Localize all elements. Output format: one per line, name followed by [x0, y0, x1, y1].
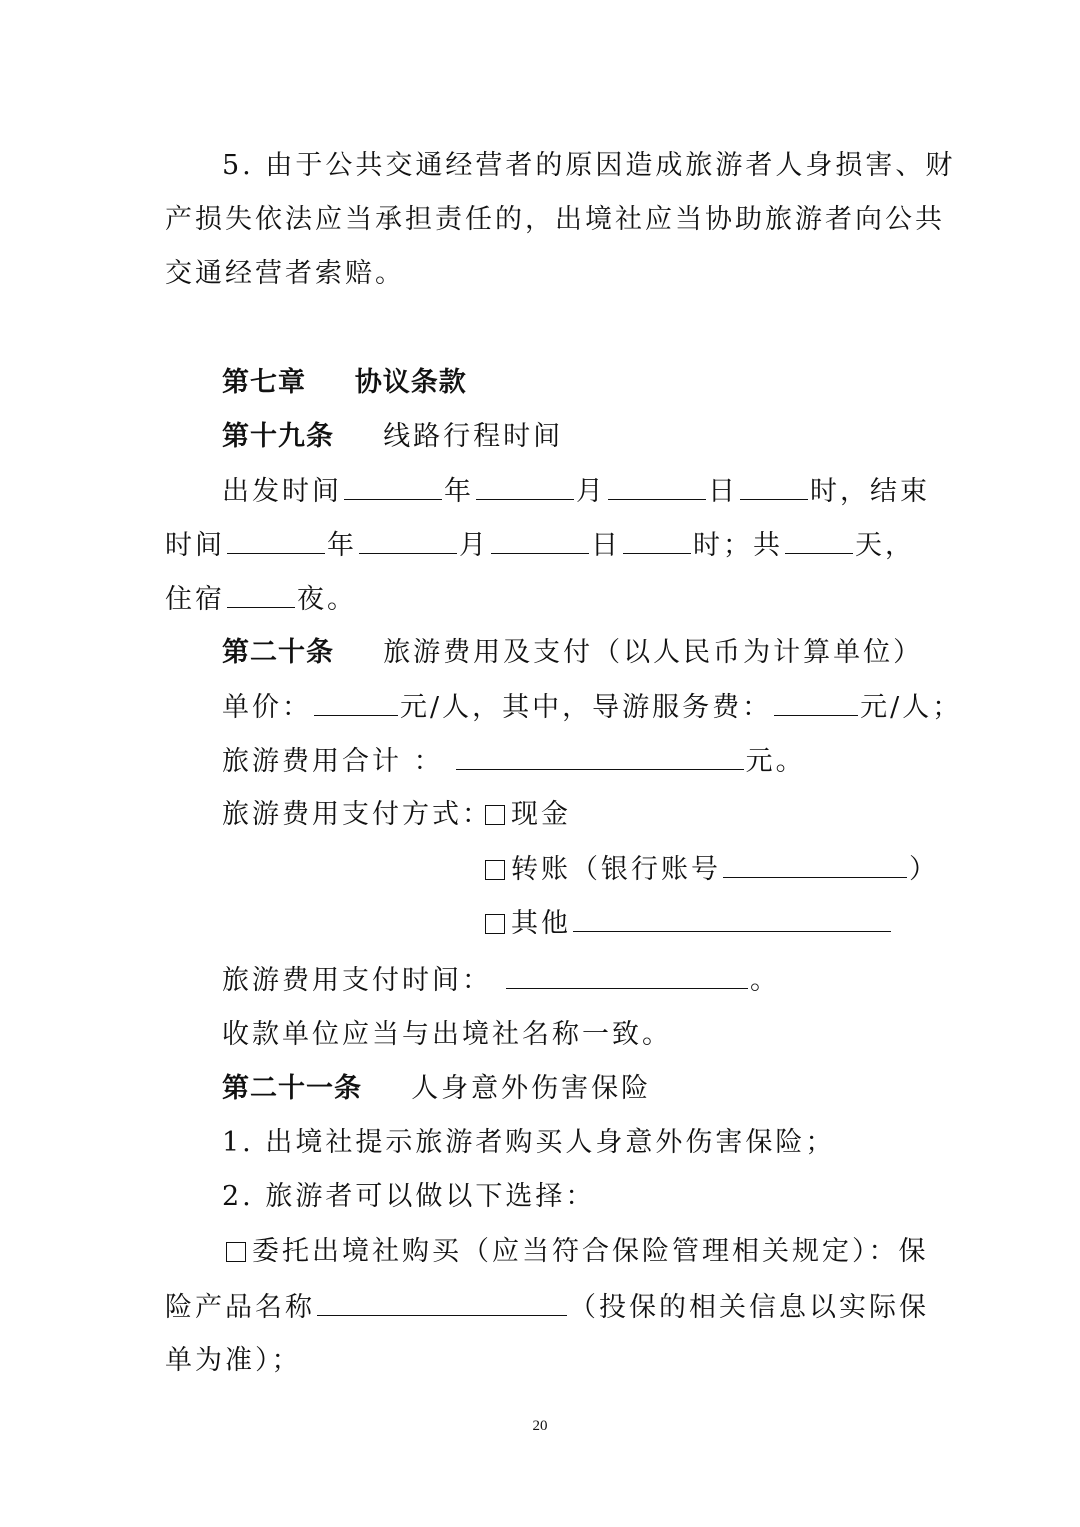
option-label: 其他 [511, 908, 571, 939]
total-line [222, 743, 806, 780]
label: 住宿 [165, 584, 225, 615]
label: 元。 [745, 746, 806, 777]
checkbox[interactable] [226, 1242, 246, 1262]
label: 年 [327, 530, 357, 561]
blank-field[interactable] [573, 905, 891, 932]
page-number: 20 [532, 1418, 548, 1434]
payment-method-line [222, 797, 492, 833]
label: （投保的相关信息以实际保 [569, 1292, 929, 1323]
blank-field[interactable] [314, 689, 398, 716]
blank-field[interactable] [785, 527, 853, 554]
label: 日 [708, 476, 738, 507]
label: 时，结束 [810, 476, 930, 507]
blank-field[interactable] [723, 851, 907, 878]
price-line [222, 689, 962, 726]
label: 险产品名称 [165, 1292, 315, 1323]
insurance-option [226, 1234, 929, 1270]
option-label: 委托出境社购买（应当符合保险管理相关规定）：保 [252, 1236, 929, 1267]
label: 旅游费用支付时间： [222, 965, 492, 996]
checkbox[interactable] [485, 805, 505, 825]
label: 月 [459, 530, 489, 561]
blank-field[interactable] [344, 473, 442, 500]
blank-field[interactable] [774, 689, 858, 716]
article-title: 旅游费用及支付（以人民币为计算单位） [383, 637, 924, 668]
label: 旅游费用支付方式： [222, 799, 492, 830]
checkbox[interactable] [485, 914, 505, 934]
blank-field[interactable] [227, 581, 295, 608]
para-line: 单为准）； [165, 1345, 302, 1376]
label: ） [909, 854, 939, 885]
article-title: 人身意外伤害保险 [411, 1073, 652, 1104]
option-cash [485, 797, 571, 833]
article-number: 第二十一条 [222, 1073, 362, 1104]
payment-time-line [222, 962, 780, 999]
chapter-heading [222, 365, 467, 401]
blank-field[interactable] [491, 527, 589, 554]
label: 元/人； [860, 692, 963, 723]
label: 天， [855, 530, 915, 561]
blank-field[interactable] [359, 527, 457, 554]
para-line: 交通经营者索赔。 [165, 258, 405, 289]
option-transfer [485, 851, 939, 888]
end-line [165, 527, 915, 564]
para-line: 1. 出境社提示旅游者购买人身意外伤害保险； [222, 1127, 836, 1158]
nights-line [165, 581, 357, 618]
label: 时间 [165, 530, 225, 561]
article-number: 第二十条 [222, 637, 334, 668]
para-line: 2. 旅游者可以做以下选择： [222, 1181, 596, 1212]
option-other [485, 905, 893, 942]
label: 。 [750, 965, 780, 996]
article-heading [222, 419, 563, 455]
blank-field[interactable] [227, 527, 325, 554]
article-number: 第十九条 [222, 421, 334, 452]
checkbox[interactable] [485, 860, 505, 880]
label: 出发时间 [222, 476, 342, 507]
blank-field[interactable] [317, 1289, 567, 1316]
blank-field[interactable] [623, 527, 691, 554]
label: 年 [444, 476, 474, 507]
label: 旅游费用合计 ： [222, 746, 444, 777]
label: 单价： [222, 692, 312, 723]
para-line: 5. 由于公共交通经营者的原因造成旅游者人身损害、财 [222, 150, 956, 181]
payee-line: 收款单位应当与出境社名称一致。 [222, 1019, 672, 1050]
departure-line [222, 473, 930, 510]
label: 时；共 [693, 530, 783, 561]
blank-field[interactable] [456, 743, 744, 770]
article-heading [222, 635, 923, 671]
product-name-line [165, 1289, 929, 1326]
label: 月 [576, 476, 606, 507]
blank-field[interactable] [608, 473, 706, 500]
option-label: 转账（银行账号 [511, 854, 721, 885]
chapter-title: 协议条款 [354, 367, 467, 398]
para-line: 产损失依法应当承担责任的，出境社应当协助旅游者向公共 [165, 204, 945, 235]
article-title: 线路行程时间 [383, 421, 564, 452]
chapter-number: 第七章 [222, 367, 306, 398]
label: 夜。 [297, 584, 357, 615]
label: 日 [591, 530, 621, 561]
label: 元/人，其中，导游服务费： [400, 692, 773, 723]
option-label: 现金 [511, 799, 571, 830]
blank-field[interactable] [740, 473, 808, 500]
article-heading [222, 1071, 651, 1107]
blank-field[interactable] [476, 473, 574, 500]
blank-field[interactable] [506, 962, 748, 989]
